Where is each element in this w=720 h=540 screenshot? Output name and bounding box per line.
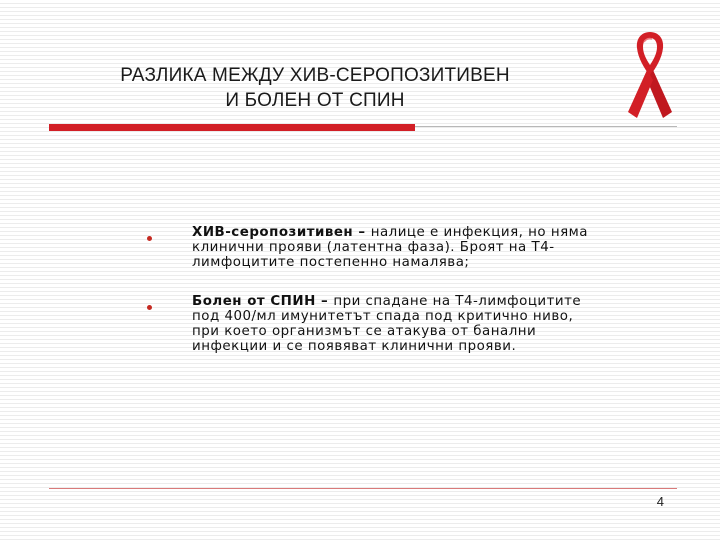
- bullet-line: при спадане на Т4-лимфоцитите: [333, 294, 582, 309]
- page-number: 4: [656, 494, 664, 509]
- bullet-text: [192, 294, 617, 354]
- bullet-line: клинични прояви (латентна фаза). Броят на Т4-: [192, 240, 555, 255]
- bullet-line: лимфоцитите постепенно намалява;: [192, 255, 470, 270]
- title-line-2: И БОЛЕН ОТ СПИН: [225, 90, 405, 111]
- bullet-term: Болен от СПИН –: [192, 294, 334, 309]
- list-item: [147, 294, 617, 354]
- slide-title: [110, 63, 520, 113]
- bullet-line: налице е инфекция, но няма: [370, 225, 588, 240]
- bullet-line: инфекции и се появяват клинични прояви.: [192, 339, 517, 354]
- list-item: [147, 225, 617, 270]
- bullet-dot-icon: [147, 236, 152, 241]
- footer-rule: [49, 488, 677, 489]
- bullet-list: [147, 225, 617, 378]
- bullet-term: ХИВ-серопозитивен –: [192, 225, 371, 240]
- bullet-line: под 400/мл имунитетът спада под критично ниво,: [192, 309, 574, 324]
- title-underline-rule: [415, 126, 677, 127]
- title-line-1: РАЗЛИКА МЕЖДУ ХИВ-СЕРОПОЗИТИВЕН: [120, 65, 510, 86]
- bullet-line: при което организмът се атакува от банални: [192, 324, 537, 339]
- red-ribbon-icon: [622, 28, 678, 122]
- bullet-text: [192, 225, 617, 270]
- title-underline-bar: [49, 124, 415, 131]
- bullet-dot-icon: [147, 305, 152, 310]
